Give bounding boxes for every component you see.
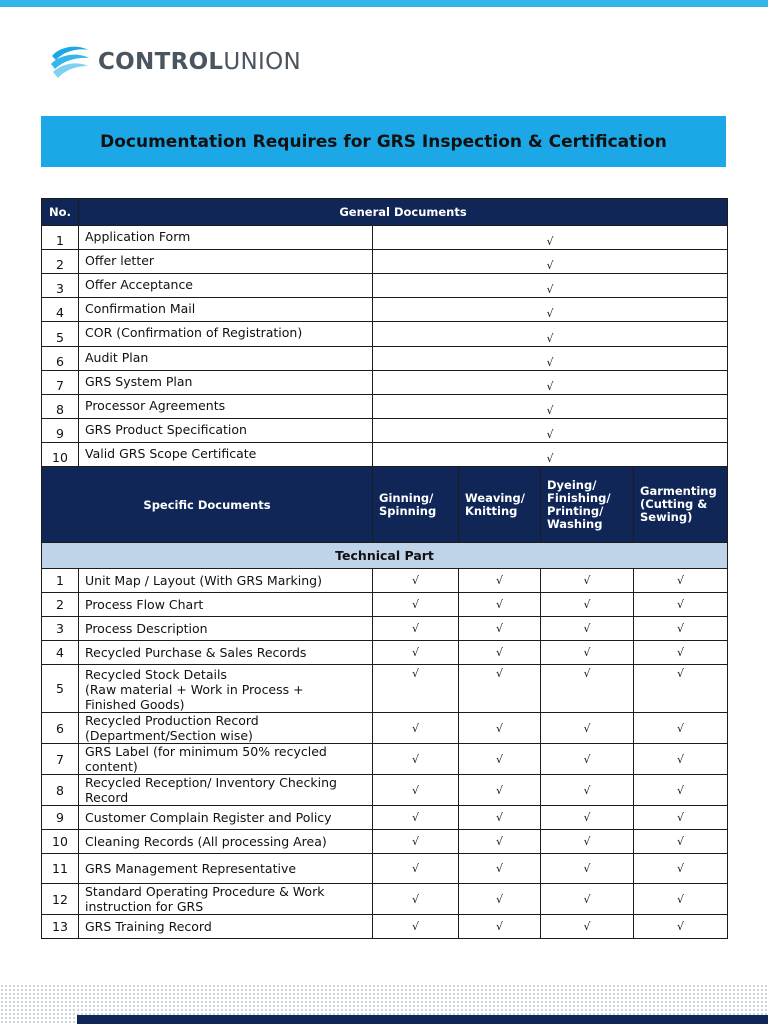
document-name	[79, 830, 373, 854]
page-title: Documentation Requires for GRS Inspection & Certification	[100, 131, 667, 152]
row-number: 3	[42, 617, 79, 641]
document-name-line: Recycled Purchase & Sales Records	[85, 645, 307, 660]
check-mark: √	[541, 775, 634, 806]
technical-row	[42, 617, 728, 641]
document-name-line: Recycled Stock Details	[85, 667, 227, 682]
technical-row	[42, 884, 728, 915]
technical-row	[42, 744, 728, 775]
document-name-line: (Department/Section wise)	[85, 728, 253, 743]
document-name-line: GRS Training Record	[85, 919, 212, 934]
header-no: No.	[42, 199, 79, 226]
check-mark: √	[459, 569, 541, 593]
check-mark: √	[459, 884, 541, 915]
row-number: 4	[42, 298, 79, 322]
document-name: Valid GRS Scope Certificate	[79, 443, 373, 467]
technical-row	[42, 569, 728, 593]
check-mark: √	[459, 854, 541, 884]
document-name	[79, 854, 373, 884]
technical-row	[42, 713, 728, 744]
document-name: Application Form	[79, 226, 373, 250]
check-mark: √	[634, 884, 728, 915]
document-name	[79, 617, 373, 641]
document-name: Processor Agreements	[79, 395, 373, 419]
header-general-documents: General Documents	[79, 199, 728, 226]
document-name-line: GRS Management Representative	[85, 861, 297, 876]
check-mark: √	[459, 713, 541, 744]
document-name: Confirmation Mail	[79, 298, 373, 322]
document-name-line: (Raw material + Work in Process +	[85, 682, 304, 697]
check-mark: √	[373, 226, 728, 250]
documents-table	[41, 198, 728, 939]
document-name: Offer letter	[79, 250, 373, 274]
document-name-line: Process Flow Chart	[85, 597, 204, 612]
document-name-line: instruction for GRS	[85, 899, 204, 914]
document-name: Offer Acceptance	[79, 274, 373, 298]
technical-row	[42, 593, 728, 617]
row-number: 9	[42, 419, 79, 443]
document-name	[79, 641, 373, 665]
general-row	[42, 322, 728, 347]
check-mark: √	[373, 884, 459, 915]
process-column-header	[634, 467, 728, 543]
document-name-line: GRS Label (for minimum 50% recycled	[85, 744, 327, 759]
document-name-line: Cleaning Records (All processing Area)	[85, 834, 327, 849]
check-mark: √	[459, 617, 541, 641]
technical-row	[42, 854, 728, 884]
document-name-line: Unit Map / Layout (With GRS Marking)	[85, 573, 322, 588]
check-mark: √	[459, 744, 541, 775]
column-header-line: Finishing/	[547, 490, 611, 505]
row-number: 11	[42, 854, 79, 884]
column-header-line: Garmenting	[640, 484, 717, 498]
check-mark: √	[541, 854, 634, 884]
check-mark: √	[634, 915, 728, 939]
document-name-line: Standard Operating Procedure & Work	[85, 884, 325, 899]
document-name-line: Recycled Reception/ Inventory Checking	[85, 775, 337, 790]
check-mark: √	[541, 915, 634, 939]
check-mark: √	[373, 806, 459, 830]
general-row	[42, 226, 728, 250]
check-mark: √	[373, 347, 728, 371]
document-name: COR (Confirmation of Registration)	[79, 322, 373, 347]
check-mark: √	[373, 298, 728, 322]
specific-header-row	[42, 467, 728, 543]
row-number: 4	[42, 641, 79, 665]
check-mark: √	[373, 371, 728, 395]
process-column-header	[459, 467, 541, 543]
row-number: 9	[42, 806, 79, 830]
row-number: 7	[42, 744, 79, 775]
general-row	[42, 395, 728, 419]
check-mark: √	[459, 665, 541, 713]
row-number: 6	[42, 713, 79, 744]
general-row	[42, 371, 728, 395]
document-name	[79, 806, 373, 830]
technical-part-row	[42, 543, 728, 569]
document-name	[79, 744, 373, 775]
row-number: 10	[42, 830, 79, 854]
check-mark: √	[634, 713, 728, 744]
check-mark: √	[541, 593, 634, 617]
check-mark: √	[373, 744, 459, 775]
control-union-logo	[48, 42, 301, 82]
check-mark: √	[634, 617, 728, 641]
check-mark: √	[541, 569, 634, 593]
document-name	[79, 593, 373, 617]
brand-name: CONTROLUNION	[98, 49, 302, 75]
check-mark: √	[373, 593, 459, 617]
check-mark: √	[373, 775, 459, 806]
check-mark: √	[373, 830, 459, 854]
row-number: 2	[42, 250, 79, 274]
check-mark: √	[373, 395, 728, 419]
document-name-line: Record	[85, 790, 129, 805]
column-header-line: Spinning	[379, 503, 437, 518]
row-number: 5	[42, 322, 79, 347]
check-mark: √	[634, 830, 728, 854]
document-name	[79, 665, 373, 713]
general-row	[42, 250, 728, 274]
check-mark: √	[634, 775, 728, 806]
general-row	[42, 274, 728, 298]
column-header-line: Printing/	[547, 503, 604, 518]
title-banner	[41, 116, 726, 167]
technical-row	[42, 915, 728, 939]
check-mark: √	[541, 744, 634, 775]
check-mark: √	[459, 915, 541, 939]
technical-row	[42, 775, 728, 806]
check-mark: √	[541, 665, 634, 713]
check-mark: √	[373, 569, 459, 593]
technical-row	[42, 641, 728, 665]
document-name	[79, 569, 373, 593]
check-mark: √	[459, 806, 541, 830]
document-name-line: content)	[85, 759, 138, 774]
row-number: 7	[42, 371, 79, 395]
document-name-line: Finished Goods)	[85, 697, 185, 712]
row-number: 2	[42, 593, 79, 617]
general-row	[42, 298, 728, 322]
row-number: 13	[42, 915, 79, 939]
check-mark: √	[459, 641, 541, 665]
column-header-line: Sewing)	[640, 510, 693, 524]
document-name: GRS System Plan	[79, 371, 373, 395]
document-name-line: Customer Complain Register and Policy	[85, 810, 332, 825]
column-header-line: Ginning/	[379, 490, 434, 505]
check-mark: √	[373, 250, 728, 274]
general-header-row	[42, 199, 728, 226]
section-title: Technical Part	[42, 543, 728, 569]
document-name	[79, 915, 373, 939]
document-name	[79, 713, 373, 744]
column-header-line: Washing	[547, 516, 603, 531]
process-column-header	[541, 467, 634, 543]
check-mark: √	[459, 775, 541, 806]
check-mark: √	[634, 744, 728, 775]
check-mark: √	[373, 322, 728, 347]
row-number: 1	[42, 569, 79, 593]
check-mark: √	[373, 915, 459, 939]
check-mark: √	[541, 830, 634, 854]
check-mark: √	[459, 830, 541, 854]
check-mark: √	[373, 854, 459, 884]
row-number: 1	[42, 226, 79, 250]
footer-bar	[77, 1015, 768, 1024]
document-name: Audit Plan	[79, 347, 373, 371]
check-mark: √	[373, 617, 459, 641]
check-mark: √	[634, 665, 728, 713]
row-number: 8	[42, 395, 79, 419]
check-mark: √	[373, 443, 728, 467]
technical-row	[42, 806, 728, 830]
check-mark: √	[459, 593, 541, 617]
column-header-line: (Cutting &	[640, 497, 708, 511]
check-mark: √	[373, 274, 728, 298]
check-mark: √	[634, 641, 728, 665]
document-name: GRS Product Specification	[79, 419, 373, 443]
document-name-line: Recycled Production Record	[85, 713, 259, 728]
check-mark: √	[541, 713, 634, 744]
technical-row	[42, 830, 728, 854]
check-mark: √	[634, 593, 728, 617]
document-name	[79, 775, 373, 806]
document-name	[79, 884, 373, 915]
header-specific-documents: Specific Documents	[42, 467, 373, 543]
general-row	[42, 443, 728, 467]
top-accent-stripe	[0, 0, 768, 7]
check-mark: √	[541, 641, 634, 665]
row-number: 8	[42, 775, 79, 806]
row-number: 10	[42, 443, 79, 467]
general-row	[42, 347, 728, 371]
check-mark: √	[373, 419, 728, 443]
process-column-header	[373, 467, 459, 543]
check-mark: √	[634, 569, 728, 593]
check-mark: √	[373, 641, 459, 665]
check-mark: √	[541, 806, 634, 830]
row-number: 12	[42, 884, 79, 915]
check-mark: √	[373, 665, 459, 713]
general-row	[42, 419, 728, 443]
check-mark: √	[634, 806, 728, 830]
column-header-line: Knitting	[465, 503, 518, 518]
check-mark: √	[541, 617, 634, 641]
column-header-line: Weaving/	[465, 490, 525, 505]
check-mark: √	[541, 884, 634, 915]
row-number: 3	[42, 274, 79, 298]
swoosh-logo-icon	[48, 42, 92, 82]
row-number: 5	[42, 665, 79, 713]
technical-row	[42, 665, 728, 713]
row-number: 6	[42, 347, 79, 371]
check-mark: √	[373, 713, 459, 744]
check-mark: √	[634, 854, 728, 884]
document-name-line: Process Description	[85, 621, 208, 636]
column-header-line: Dyeing/	[547, 477, 597, 492]
